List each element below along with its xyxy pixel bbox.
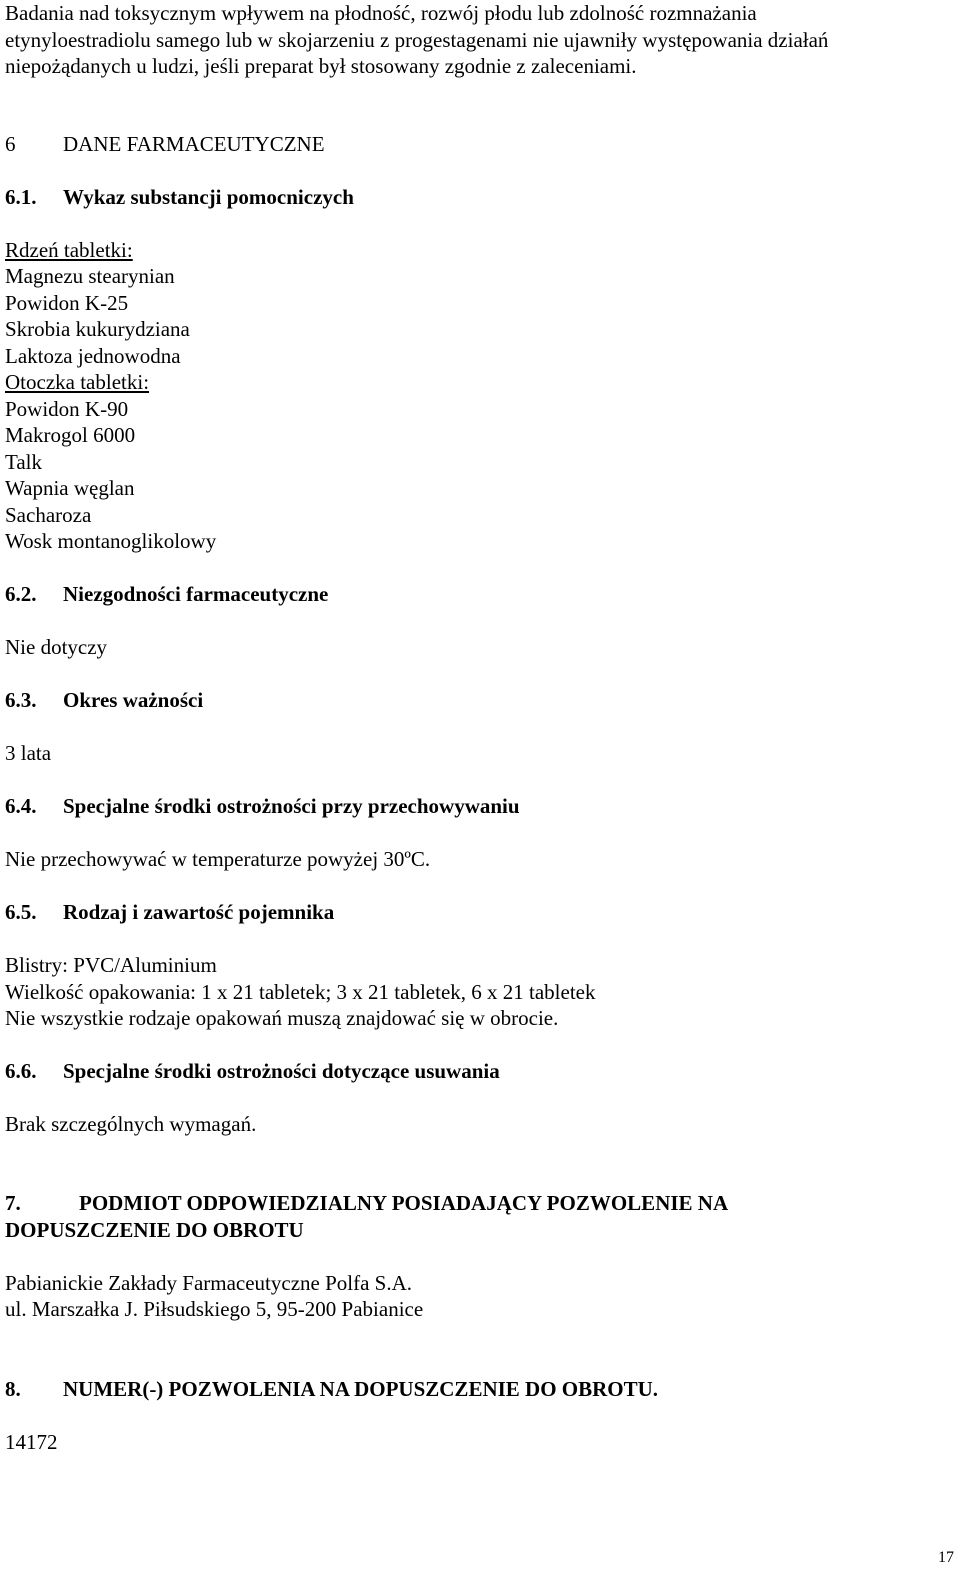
section-6-3-number: 6.3.: [5, 688, 37, 712]
core-item: Skrobia kukurydziana: [5, 317, 190, 341]
packaging-line: Blistry: PVC/Aluminium: [5, 953, 217, 977]
section-7-heading: [5, 1190, 728, 1216]
section-6-5-title: Rodzaj i zawartość pojemnika: [63, 900, 335, 924]
coat-label: Otoczka tabletki:: [5, 370, 150, 394]
core-item: Powidon K-25: [5, 291, 129, 315]
authorization-number: 14172: [5, 1430, 58, 1454]
section-6-6-heading: [5, 1058, 500, 1084]
section-6-5-number: 6.5.: [5, 900, 37, 924]
section-6-1-title: Wykaz substancji pomocniczych: [63, 185, 354, 209]
core-label: Rdzeń tabletki:: [5, 238, 133, 262]
coat-item: Wapnia węglan: [5, 476, 135, 500]
packaging-line: Wielkość opakowania: 1 x 21 tabletek; 3 x 21 tabletek, 6 x 21 tabletek: [5, 980, 596, 1004]
section-6-2-text: Nie dotyczy: [5, 635, 108, 659]
section-6-6-number: 6.6.: [5, 1059, 37, 1083]
section-6-1-number: 6.1.: [5, 185, 37, 209]
intro-line-3: niepożądanych u ludzi, jeśli preparat był stosowany zgodnie z zaleceniami.: [5, 54, 637, 78]
section-6-4-title: Specjalne środki ostrożności przy przechowywaniu: [63, 794, 520, 818]
coat-item: Powidon K-90: [5, 397, 129, 421]
section-6-3-text: 3 lata: [5, 741, 52, 765]
section-6-number: 6: [5, 132, 16, 156]
section-6-6-title: Specjalne środki ostrożności dotyczące usuwania: [63, 1059, 500, 1083]
section-8-heading: [5, 1376, 658, 1402]
coat-item: Wosk montanoglikolowy: [5, 529, 217, 553]
section-7-title-line-2: DOPUSZCZENIE DO OBROTU: [5, 1218, 304, 1242]
page-number: 17: [938, 1549, 954, 1566]
section-6-4-number: 6.4.: [5, 794, 37, 818]
intro-line-2: etynyloestradiolu samego lub w skojarzeniu z progestagenami nie ujawniły występowania działań: [5, 28, 829, 52]
section-7-title-line-1: PODMIOT ODPOWIEDZIALNY POSIADAJĄCY POZWOLENIE NA: [79, 1191, 729, 1215]
section-6-3-title: Okres ważności: [63, 688, 204, 712]
section-6-2-number: 6.2.: [5, 582, 37, 606]
section-6-2-title: Niezgodności farmaceutyczne: [63, 582, 329, 606]
section-6-5-heading: [5, 899, 334, 925]
section-6-4-heading: [5, 793, 520, 819]
section-6-1-heading: [5, 184, 354, 210]
core-item: Magnezu stearynian: [5, 264, 175, 288]
packaging-line: Nie wszystkie rodzaje opakowań muszą znajdować się w obrocie.: [5, 1006, 559, 1030]
company-name: Pabianickie Zakłady Farmaceutyczne Polfa S.A.: [5, 1271, 413, 1295]
section-6-2-heading: [5, 581, 328, 607]
section-6-3-heading: [5, 687, 203, 713]
section-6-6-text: Brak szczególnych wymagań.: [5, 1112, 257, 1136]
section-7-number: 7.: [5, 1191, 21, 1215]
section-8-title: NUMER(-) POZWOLENIA NA DOPUSZCZENIE DO OBROTU.: [63, 1377, 659, 1401]
coat-item: Talk: [5, 450, 43, 474]
coat-item: Sacharoza: [5, 503, 92, 527]
coat-item: Makrogol 6000: [5, 423, 136, 447]
intro-line-1: Badania nad toksycznym wpływem na płodność, rozwój płodu lub zdolność rozmnażania: [5, 1, 757, 25]
section-6-4-text: Nie przechowywać w temperaturze powyżej 30ºC.: [5, 847, 431, 871]
core-item: Laktoza jednowodna: [5, 344, 181, 368]
section-6-heading: [5, 131, 325, 157]
section-8-number: 8.: [5, 1377, 21, 1401]
section-6-title: DANE FARMACEUTYCZNE: [63, 132, 325, 156]
company-address: ul. Marszałka J. Piłsudskiego 5, 95-200 Pabianice: [5, 1297, 424, 1321]
